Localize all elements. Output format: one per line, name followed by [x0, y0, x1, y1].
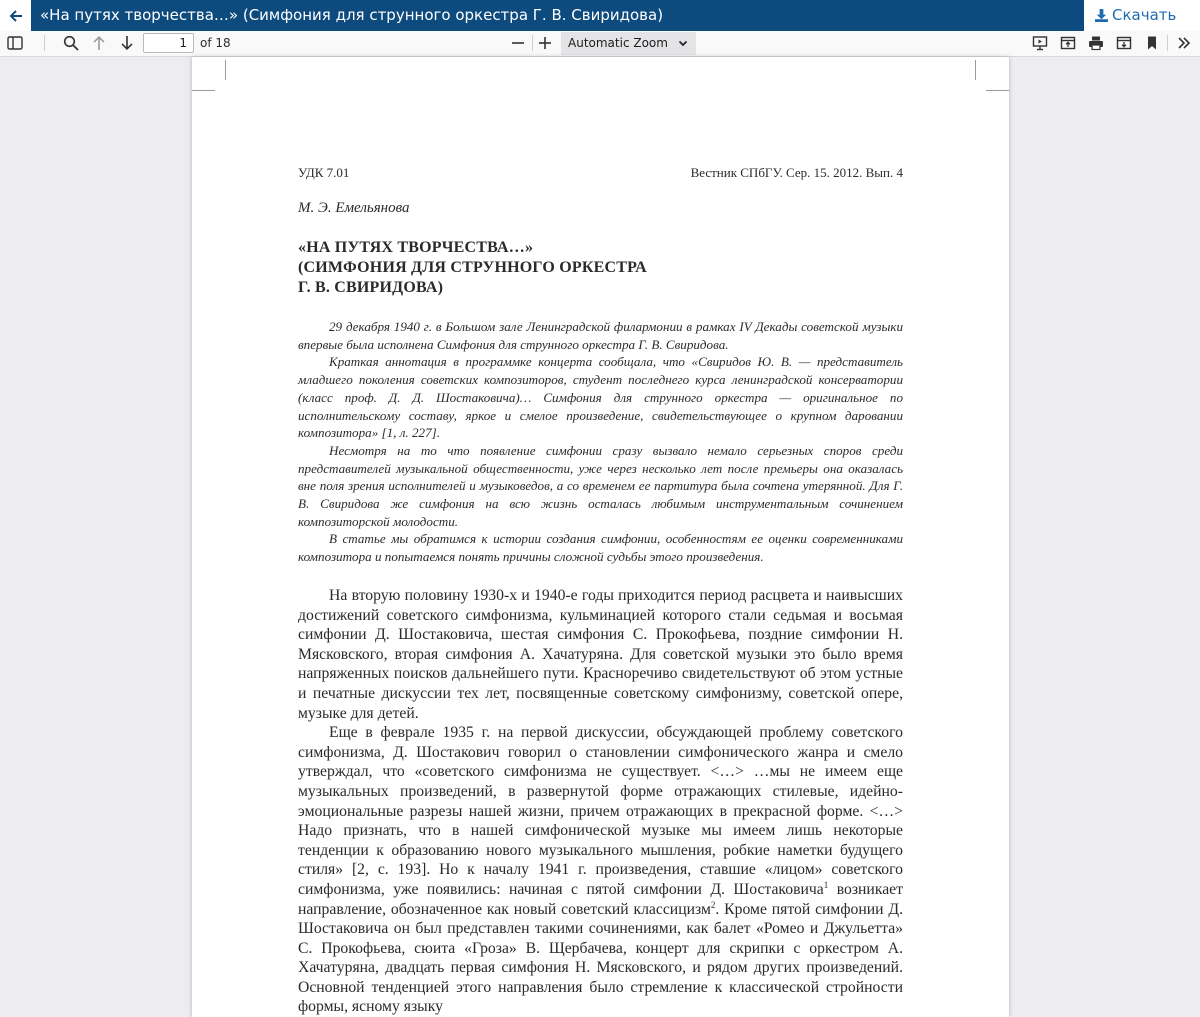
minus-icon — [511, 36, 525, 50]
udk-code: УДК 7.01 — [298, 165, 350, 180]
find-button[interactable] — [59, 32, 83, 54]
crop-mark — [975, 60, 976, 80]
body-text: Еще в феврале 1935 г. на первой дискуссии, обсуждающей проблему советского симфонизма, Д. Шостакович говорил о становлении симфонического жанра и смело утверждал, что «советского симфонизма не существует. <…> …мы не имеем еще музыкальных произведений, в развернутой форме отражающих стилевые, идейно-эмоциональные разрезы нашей жизни, причем отражающих в прекрасной форме. <…> Надо признать, что в нашей симфонической музыке мы имеем лишь некоторые тенденции к образованию нового музыкального мышления, робкие наметки будущего стиля» [2, с. 193]. Но к началу 1941 г. произведения, ставшие «лицом» советского симфонизма, уже появились: начиная с пятой симфонии Д. Шостаковича — [298, 724, 903, 898]
presentation-mode-button[interactable] — [1028, 32, 1052, 54]
pdf-viewer[interactable] — [0, 57, 1200, 1016]
page-number-input[interactable] — [143, 33, 194, 53]
abstract-paragraph: 29 декабря 1940 г. в Большом зале Ленинградской филармонии в рамках IV Декады советской музыки впервые была исполнена Симфония для струнного оркестра Г. В. Свиридова. — [298, 319, 903, 352]
abstract-paragraph: В статье мы обратимся к истории создания симфонии, особенностям ее оценки современниками композитора и попытаемся понять причины сложной судьбы этого произведения. — [298, 531, 903, 565]
article-title — [298, 238, 903, 298]
body-text: возникает направление, обозначенное как новый советский классицизм — [298, 880, 903, 918]
pdf-toolbar — [0, 31, 1200, 57]
abstract-paragraph: Краткая аннотация в программке концерта сообщала, что «Свиридов Ю. В. — представитель младшего поколения советских композиторов, студент последнего курса ленинградской консерватории (класс проф. Д. Д. Шостаковича)… Симфония для струнного оркестра — оригинальное по исполнительскому составу, яркое и смелое произведение, свидетельствующее о крупном даровании композитора» [1, л. 227]. — [298, 354, 903, 441]
print-button[interactable] — [1084, 32, 1108, 54]
download-icon — [1116, 35, 1132, 51]
sidebar-toggle-icon — [7, 36, 23, 50]
open-file-button[interactable] — [1056, 32, 1080, 54]
toolbar-separator — [44, 35, 45, 51]
footnote-ref[interactable]: 2 — [710, 899, 716, 910]
title-line: «НА ПУТЯХ ТВОРЧЕСТВА…» — [298, 239, 534, 256]
tools-menu-button[interactable] — [1172, 32, 1196, 54]
crop-mark — [192, 90, 215, 91]
zoom-out-button[interactable] — [506, 32, 530, 54]
article-author: М. Э. Емельянова — [298, 200, 410, 216]
plus-icon — [538, 36, 552, 50]
abstract-paragraph: Несмотря на то что появление симфонии сразу вызвало немало серьезных споров среди представителей музыкальной общественности, уже через несколько лет после премьеры она оказалась вне поля зрения исполнителей и музыковедов, а со временем ее партитура была сочтена утерянной. Для Г. В. Свиридова же симфония на всю жизнь осталась любимым инструментальным сочинением композиторской молодости. — [298, 442, 903, 529]
title-line: (СИМФОНИЯ ДЛЯ СТРУННОГО ОРКЕСТРА — [298, 259, 647, 276]
arrow-left-icon — [8, 8, 24, 24]
bookmark-button[interactable] — [1140, 32, 1164, 54]
crop-mark — [225, 60, 226, 80]
pdf-page — [192, 57, 1009, 1017]
search-icon — [63, 35, 79, 51]
back-button[interactable] — [0, 0, 31, 31]
body-paragraph — [298, 723, 903, 1017]
running-header — [298, 165, 903, 181]
bookmark-icon — [1146, 35, 1158, 51]
document-title: «На путях творчества…» (Симфония для струнного оркестра Г. В. Свиридова) — [31, 0, 1084, 31]
arrow-down-icon — [120, 35, 134, 51]
title-bar — [0, 0, 1200, 31]
zoom-select[interactable] — [561, 32, 696, 55]
arrow-up-icon — [92, 35, 106, 51]
print-icon — [1088, 35, 1104, 51]
presentation-icon — [1032, 35, 1048, 51]
download-button[interactable] — [1095, 0, 1195, 31]
download-label: Скачать — [1112, 6, 1177, 24]
body-text: . Кроме пятой симфонии Д. Шостаковича он был представлен такими сочинениями, как балет «Ромео и Джульетта» С. Прокофьева, сюита «Гроза» В. Щербачева, концерт для скрипки с оркестром А. Хачатуряна, двадцать первая симфония Н. Мясковского, и рядом других произведений. Основной тенденцией этого направления было стремление к классической стройности формы, ясному языку — [298, 900, 903, 1016]
article-abstract — [298, 318, 903, 566]
body-paragraph: На вторую половину 1930-х и 1940-е годы приходится период расцвета и наивысших достижений советского симфонизма, кульминацией которого стали седьмая и восьмая симфонии Д. Шостаковича, шестая симфония С. Прокофьева, поздние симфонии Н. Мясковского, вторая симфония А. Хачатуряна. Для советской музыки это было время напряженных поисков дальнейшего пути. Красноречиво свидетельствуют об этом устные и печатные дискуссии тех лет, посвященные советскому симфонизму, советской опере, музыке для детей. — [298, 587, 903, 722]
crop-mark — [986, 90, 1009, 91]
journal-reference: Вестник СПбГУ. Сер. 15. 2012. Вып. 4 — [690, 165, 903, 180]
sidebar-toggle-button[interactable] — [3, 32, 27, 54]
footnote-ref[interactable]: 1 — [823, 879, 829, 890]
title-line: Г. В. СВИРИДОВА) — [298, 279, 444, 296]
double-chevron-right-icon — [1177, 36, 1191, 50]
save-button[interactable] — [1112, 32, 1136, 54]
article-body — [298, 586, 903, 1017]
page-count: of 18 — [200, 36, 231, 50]
toolbar-separator — [1167, 35, 1168, 51]
open-file-icon — [1060, 35, 1076, 51]
zoom-select-value: Automatic Zoom — [568, 36, 668, 50]
download-icon — [1095, 9, 1108, 22]
zoom-in-button[interactable] — [533, 32, 557, 54]
previous-page-button[interactable] — [87, 32, 111, 54]
next-page-button[interactable] — [115, 32, 139, 54]
